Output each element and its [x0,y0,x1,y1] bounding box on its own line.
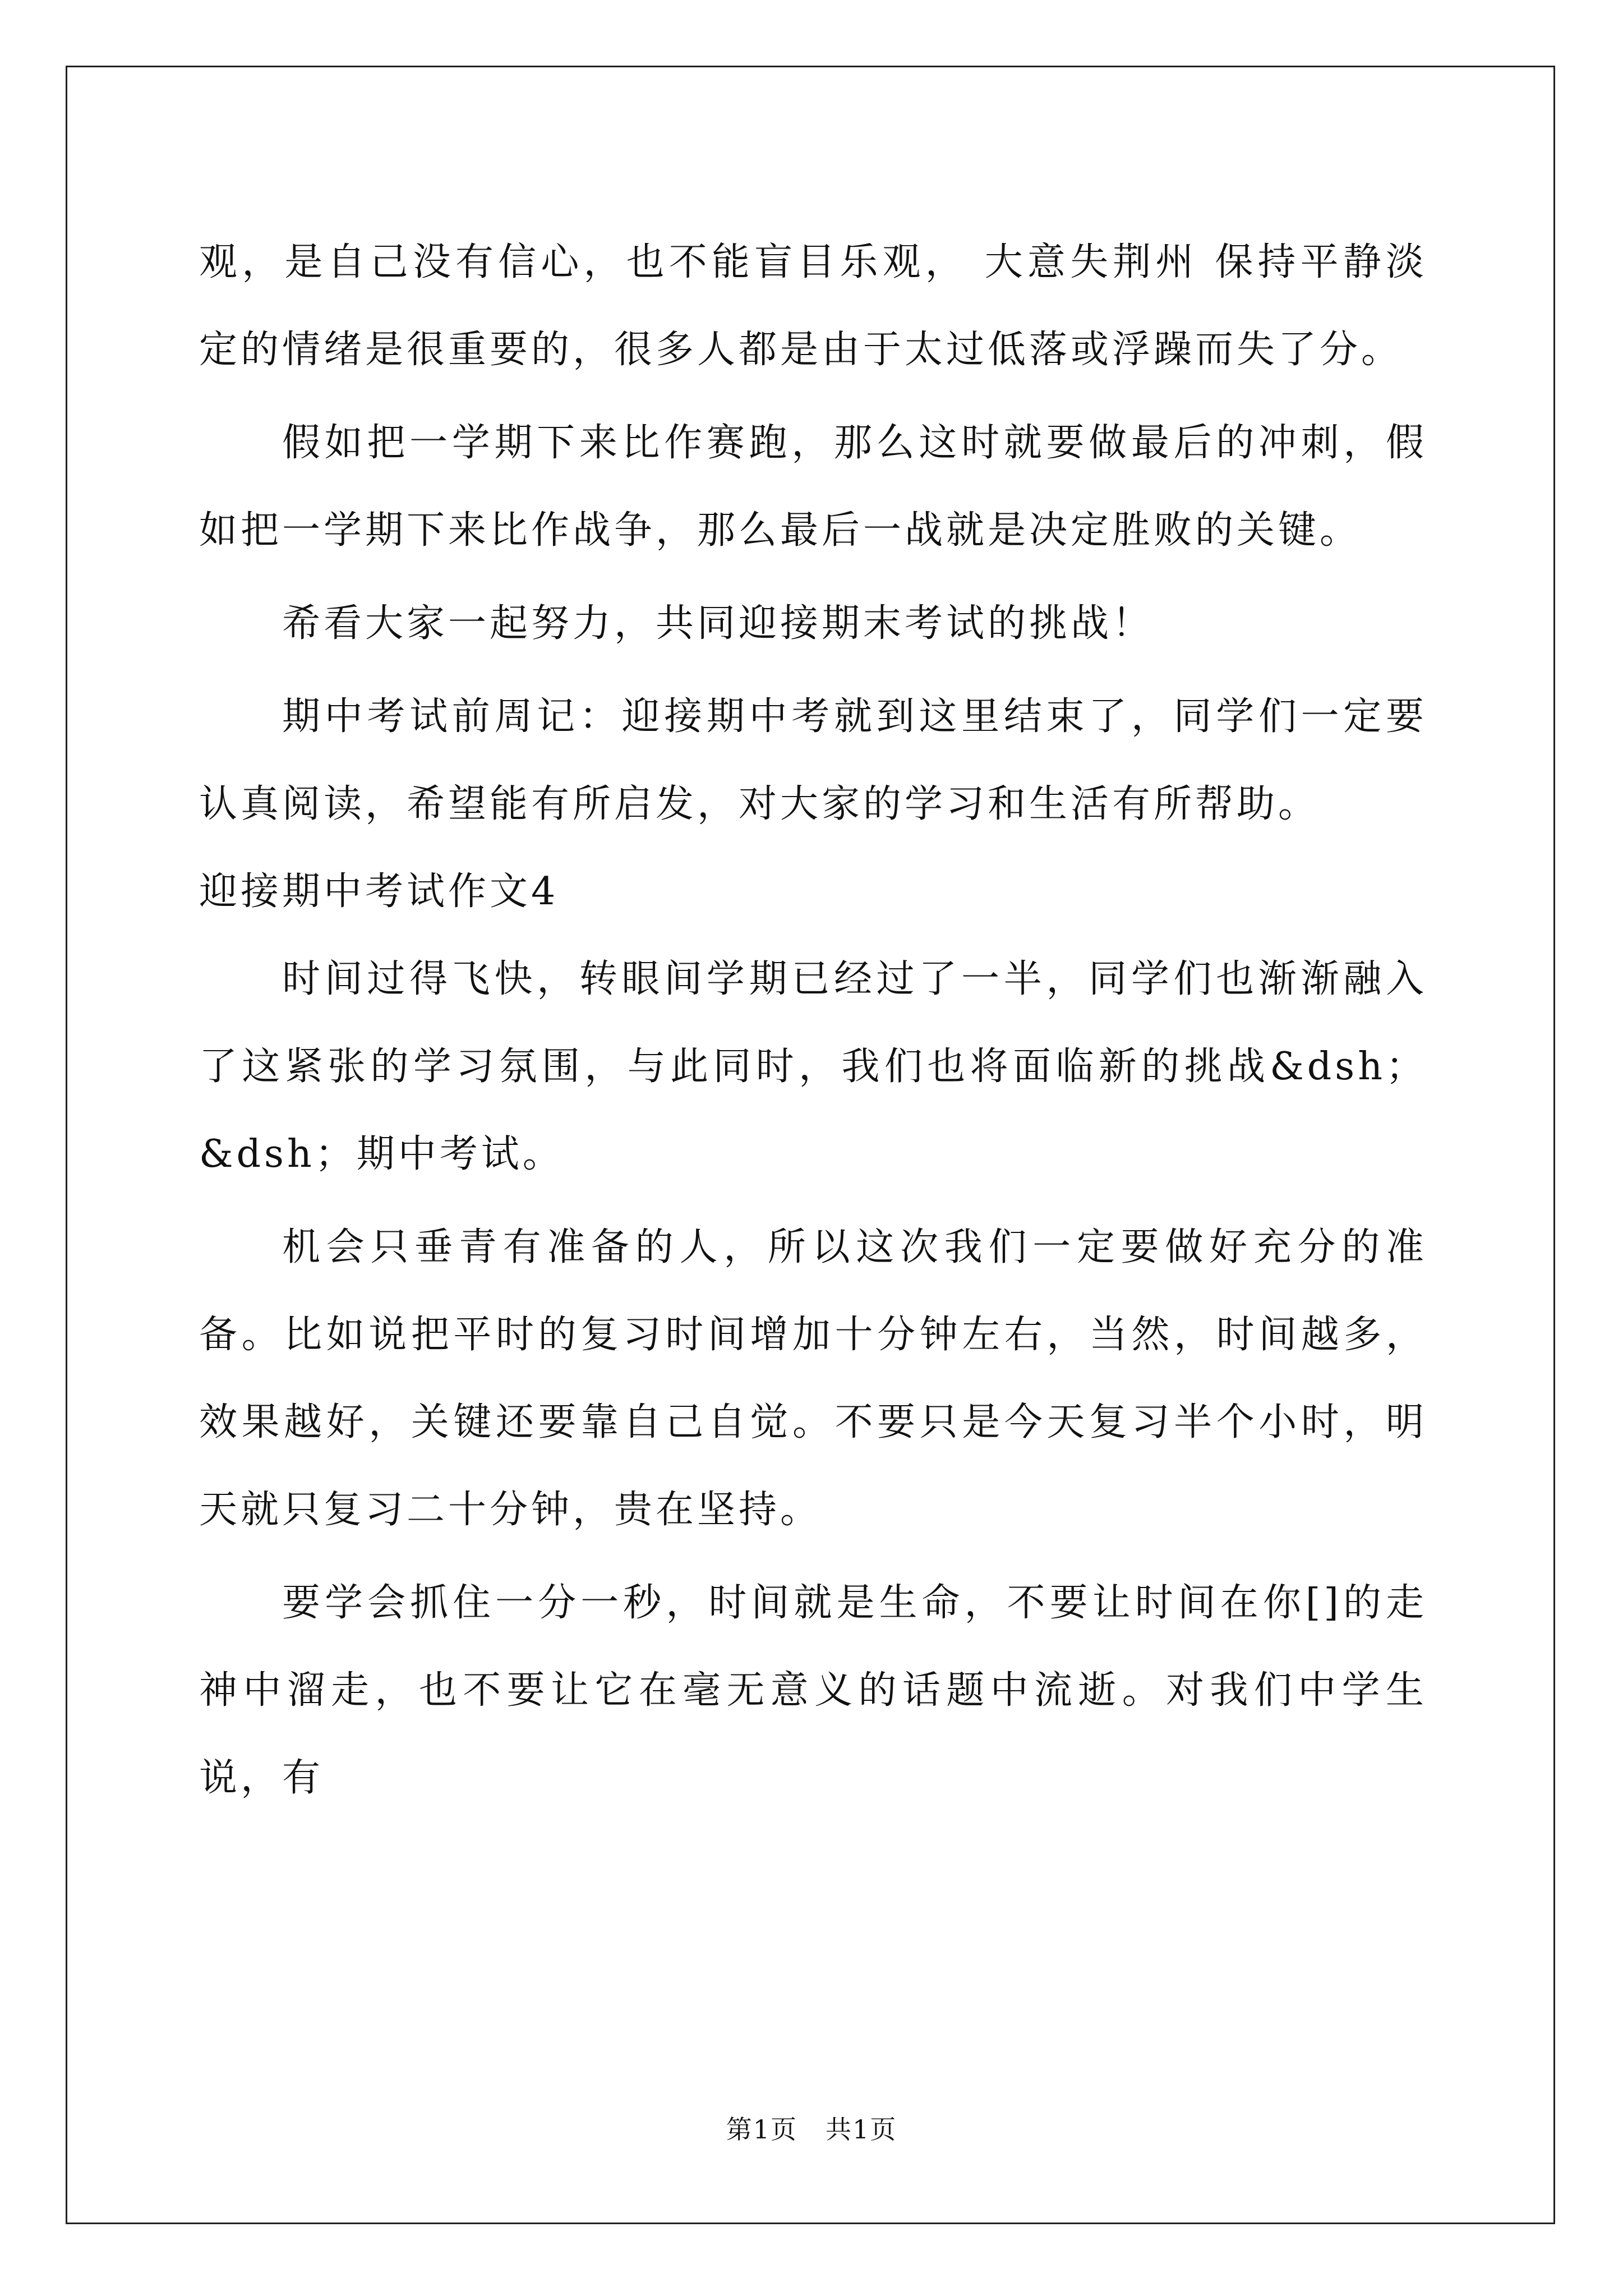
paragraph-1: 观，是自己没有信心，也不能盲目乐观， 大意失荆州 保持平静淡定的情绪是很重要的，很多人都是由于太过低落或浮躁而失了分。 [199,240,1427,372]
paragraph-2: 假如把一学期下来比作赛跑，那么这时就要做最后的冲刺，假如把一学期下来比作战争，那么最后一战就是决定胜败的关键。 [199,421,1427,553]
section-heading: 迎接期中考试作文4 [199,869,559,914]
page-footer [0,2109,1623,2146]
document-body [199,219,1427,1822]
paragraph-3: 希看大家一起努力，共同迎接期末考试的挑战！ [282,601,1154,646]
page-number: 第1页 [726,2114,798,2145]
section-paragraph-2: 机会只垂青有准备的人，所以这次我们一定要做好充分的准备。比如说把平时的复习时间增加十分钟左右，当然，时间越多，效果越好，关键还要靠自己自觉。不要只是今天复习半个小时，明天就只复习二十分钟，贵在坚持。 [199,1225,1427,1532]
section-paragraph-1: 时间过得飞快，转眼间学期已经过了一半，同学们也渐渐融入了这紧张的学习氛围，与此同时，我们也将面临新的挑战&dsh；&dsh；期中考试。 [199,957,1427,1176]
section-paragraph-3: 要学会抓住一分一秒，时间就是生命，不要让时间在你[]的走神中溜走，也不要让它在毫无意义的话题中流逝。对我们中学生说，有 [199,1581,1427,1800]
paragraph-4: 期中考试前周记：迎接期中考就到这里结束了，同学们一定要认真阅读，希望能有所启发，对大家的学习和生活有所帮助。 [199,694,1427,826]
total-pages: 共1页 [825,2114,897,2145]
